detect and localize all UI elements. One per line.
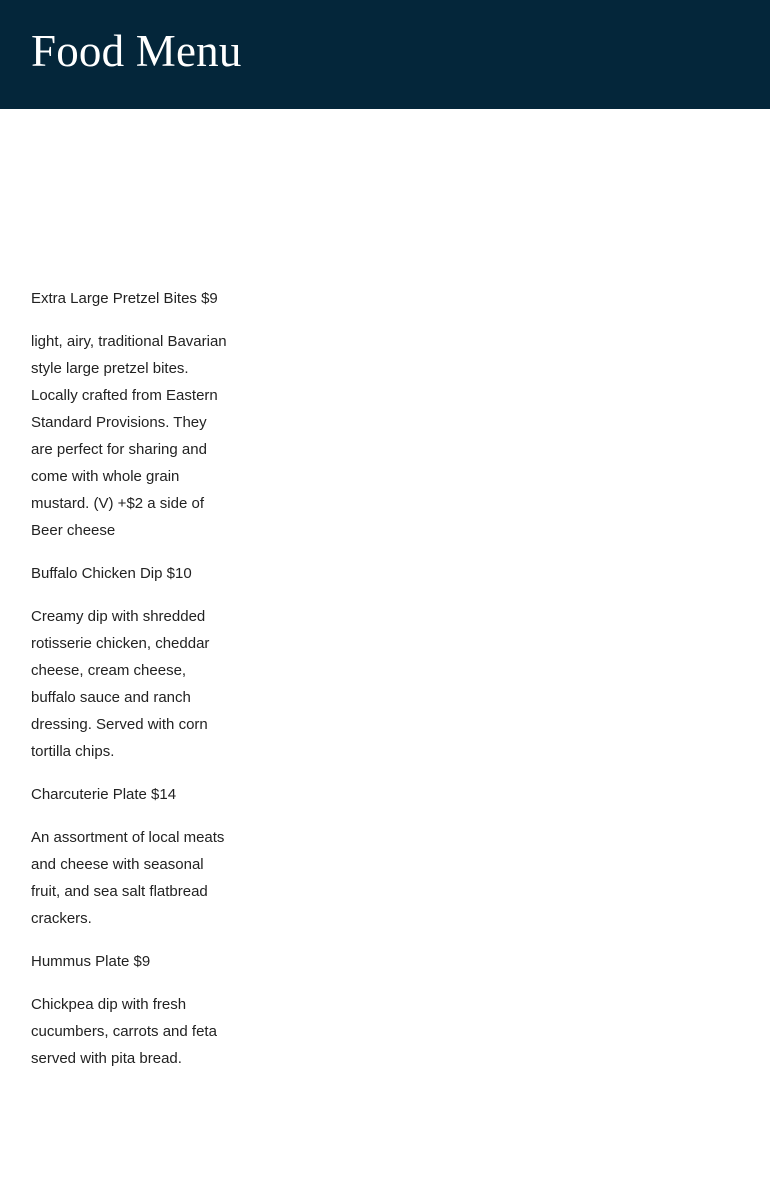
menu-item-description: light, airy, traditional Bavarian style large pretzel bites. Locally crafted from Eastern Standard Provisions. They are perfect for sharing and come with whole grain mustard. (V) +$2 a side of Beer cheese [31, 333, 227, 539]
page-title: Food Menu [31, 26, 242, 76]
menu-item [31, 948, 231, 1072]
menu-item-name-price: Buffalo Chicken Dip $10 [31, 565, 192, 582]
menu-item [31, 285, 231, 544]
menu-item-name-price: Hummus Plate $9 [31, 953, 151, 970]
menu-item-name-price: Charcuterie Plate $14 [31, 786, 177, 803]
menu-item [31, 781, 231, 932]
menu-item-description: An assortment of local meats and cheese with seasonal fruit, and sea salt flatbread crackers. [31, 829, 225, 927]
menu-item-description: Chickpea dip with fresh cucumbers, carrots and feta served with pita bread. [31, 996, 217, 1067]
menu-item-description: Creamy dip with shredded rotisserie chicken, cheddar cheese, cream cheese, buffalo sauce and ranch dressing. Served with corn tortilla chips. [31, 608, 210, 760]
menu-item-name-price: Extra Large Pretzel Bites $9 [31, 290, 218, 307]
page-header [0, 0, 770, 109]
menu-item [31, 560, 231, 765]
food-menu-list [31, 285, 231, 1088]
